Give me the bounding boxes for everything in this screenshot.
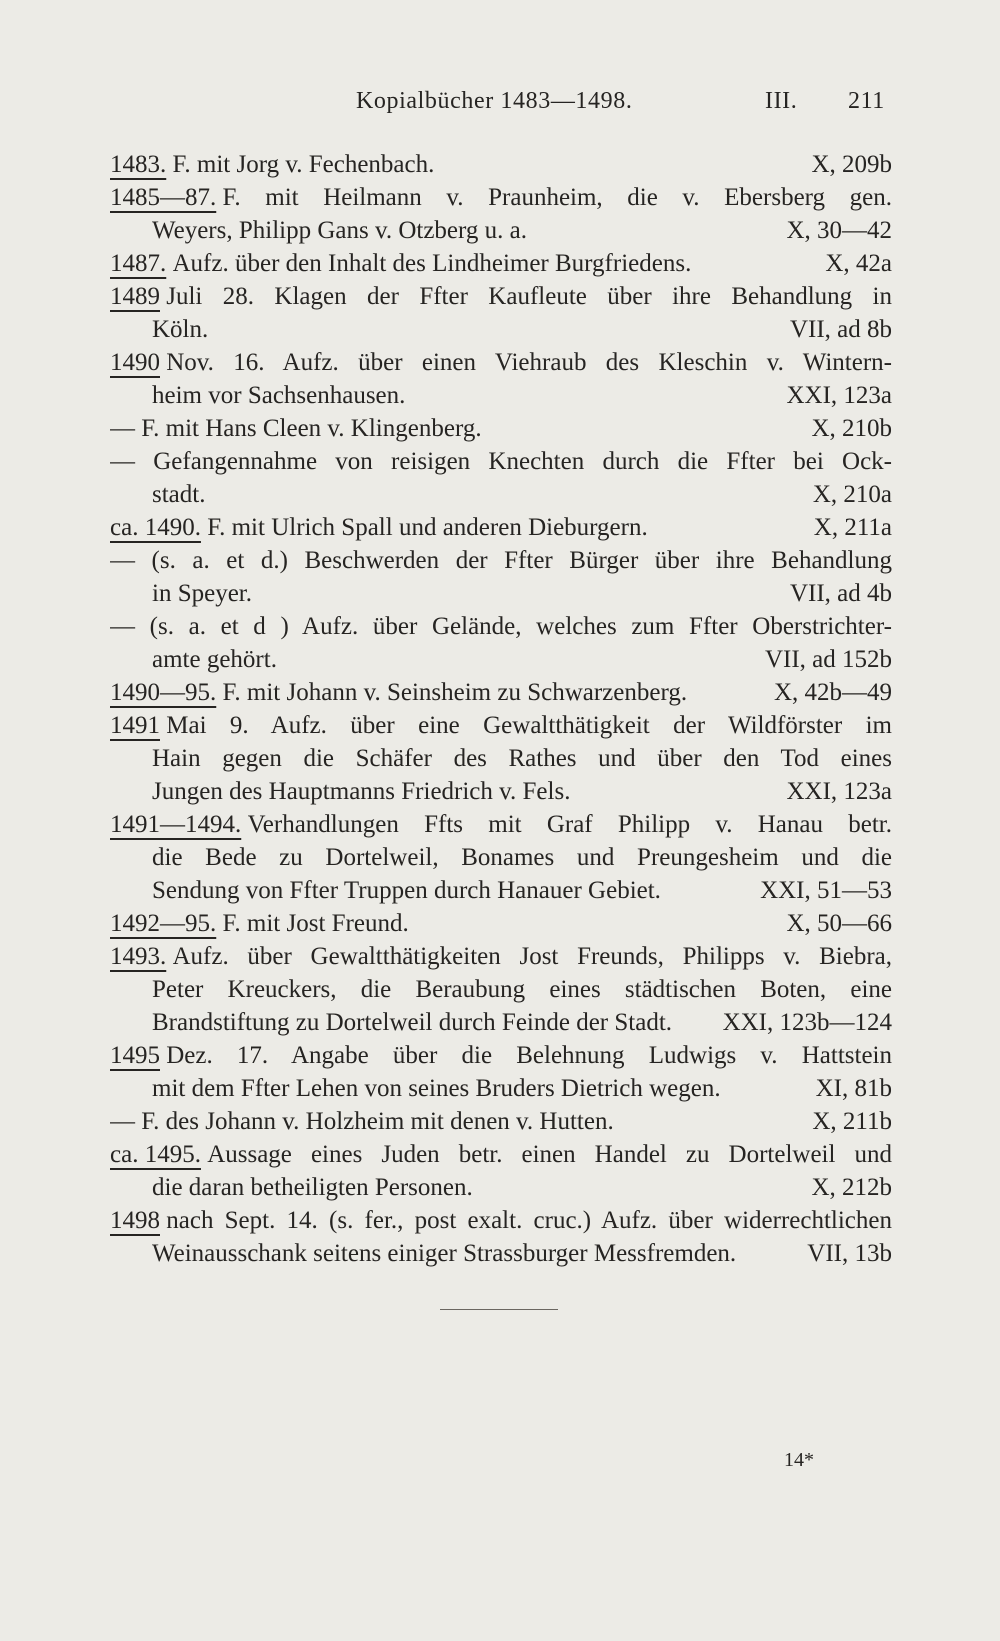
entry-text: Aufz. über Gewaltthätigkeiten Jost Freunds, Philipps v. Biebra, xyxy=(172,943,892,970)
archive-reference: X, 210a xyxy=(812,481,892,508)
entry-text: — (s. a. et d ) Aufz. über Gelände, welches zum Ffter Oberstrichter- xyxy=(110,613,892,640)
archive-reference: X, 42b—49 xyxy=(773,679,892,706)
entry xyxy=(110,808,892,907)
archive-reference: XXI, 123a xyxy=(786,778,892,805)
entry-line xyxy=(110,973,892,1006)
entry-text: Weyers, Philipp Gans v. Otzberg u. a. xyxy=(152,217,527,244)
entry-text: — Gefangennahme von reisigen Knechten durch die Ffter bei Ock- xyxy=(110,448,892,475)
entry-line xyxy=(110,280,892,313)
entry-text: die daran betheiligten Personen. xyxy=(152,1174,473,1201)
entry-text: stadt. xyxy=(152,481,206,508)
entry xyxy=(110,1138,892,1204)
entry-line xyxy=(110,775,892,808)
entry xyxy=(110,445,892,511)
entry-text: — F. mit Hans Cleen v. Klingenberg. xyxy=(110,415,482,442)
entry-line xyxy=(110,709,892,742)
entry-line xyxy=(110,445,892,478)
entry xyxy=(110,181,892,247)
entry-line xyxy=(110,346,892,379)
entry xyxy=(110,280,892,346)
entry xyxy=(110,148,892,181)
archive-reference: VII, 13b xyxy=(807,1240,892,1267)
page-header xyxy=(110,88,890,124)
entry-date: 1498 xyxy=(110,1207,160,1234)
entry-line xyxy=(110,1204,892,1237)
entry-date: 1492—95. xyxy=(110,910,217,937)
entry-line xyxy=(110,1039,892,1072)
section-number: III. xyxy=(765,88,798,114)
entry-text: Verhandlungen Ffts mit Graf Philipp v. Hanau betr. xyxy=(247,811,892,838)
entry-line xyxy=(110,1105,892,1138)
entry xyxy=(110,412,892,445)
entry-line xyxy=(110,742,892,775)
archive-reference: VII, ad 4b xyxy=(789,580,892,607)
archive-reference: XI, 81b xyxy=(815,1075,892,1102)
entry-text: F. mit Jorg v. Fechenbach. xyxy=(172,151,435,178)
archive-reference: X, 212b xyxy=(811,1174,892,1201)
entry-text: Aussage eines Juden betr. einen Handel zu Dortelweil und xyxy=(207,1141,892,1168)
entry-line xyxy=(110,511,892,544)
entry-line xyxy=(110,1237,892,1270)
page-number: 211 xyxy=(848,88,885,114)
footer-rule xyxy=(440,1309,558,1310)
entry xyxy=(110,1204,892,1270)
entry-line xyxy=(110,379,892,412)
entry-line xyxy=(110,1072,892,1105)
entry-date: 1487. xyxy=(110,250,167,277)
entry-line xyxy=(110,181,892,214)
entry xyxy=(110,1039,892,1105)
entry-list xyxy=(110,148,892,1270)
entry-line xyxy=(110,907,892,940)
entry xyxy=(110,346,892,412)
entry-line xyxy=(110,643,892,676)
entry xyxy=(110,907,892,940)
entry-line xyxy=(110,412,892,445)
entry xyxy=(110,1105,892,1138)
entry-line xyxy=(110,577,892,610)
entry-text: Aufz. über den Inhalt des Lindheimer Burgfriedens. xyxy=(172,250,692,277)
entry-text: Mai 9. Aufz. über eine Gewaltthätigkeit der Wildförster im xyxy=(166,712,892,739)
entry-line xyxy=(110,478,892,511)
entry-text: F. mit Jost Freund. xyxy=(222,910,409,937)
archive-reference: XXI, 123b—124 xyxy=(722,1009,892,1036)
entry-line xyxy=(110,841,892,874)
entry-text: Brandstiftung zu Dortelweil durch Feinde der Stadt. xyxy=(152,1009,673,1036)
running-title: Kopialbücher 1483—1498. xyxy=(356,88,633,114)
entry-text: Nov. 16. Aufz. über einen Viehraub des Kleschin v. Wintern- xyxy=(166,349,892,376)
entry-date: 1491—1494. xyxy=(110,811,242,838)
entry-text: die Bede zu Dortelweil, Bonames und Preungesheim und die xyxy=(152,844,892,871)
entry xyxy=(110,610,892,676)
entry-text: Juli 28. Klagen der Ffter Kaufleute über ihre Behandlung in xyxy=(166,283,892,310)
entry-line xyxy=(110,1138,892,1171)
entry-line xyxy=(110,214,892,247)
signature-mark: 14* xyxy=(784,1449,814,1471)
entry xyxy=(110,511,892,544)
entry-line xyxy=(110,1171,892,1204)
archive-reference: X, 42a xyxy=(825,250,892,277)
archive-reference: X, 30—42 xyxy=(786,217,892,244)
archive-reference: VII, ad 8b xyxy=(789,316,892,343)
entry-text: F. mit Ulrich Spall und anderen Dieburgern. xyxy=(207,514,648,541)
entry-line xyxy=(110,940,892,973)
entry-line xyxy=(110,313,892,346)
entry-line xyxy=(110,676,892,709)
entry-line xyxy=(110,247,892,280)
entry-text: Dez. 17. Angabe über die Belehnung Ludwigs v. Hattstein xyxy=(166,1042,892,1069)
entry-date: 1490—95. xyxy=(110,679,217,706)
archive-reference: X, 209b xyxy=(811,151,892,178)
entry-text: Köln. xyxy=(152,316,209,343)
entry xyxy=(110,676,892,709)
entry-text: Hain gegen die Schäfer des Rathes und über den Tod eines xyxy=(152,745,892,772)
entry-line xyxy=(110,148,892,181)
entry-date: 1490 xyxy=(110,349,160,376)
entry-text: in Speyer. xyxy=(152,580,252,607)
entry-text: Jungen des Hauptmanns Friedrich v. Fels. xyxy=(152,778,571,805)
entry-line xyxy=(110,544,892,577)
entry-text: F. mit Johann v. Seinsheim zu Schwarzenberg. xyxy=(222,679,688,706)
entry-text: amte gehört. xyxy=(152,646,277,673)
entry-date: 1495 xyxy=(110,1042,160,1069)
entry-date: 1493. xyxy=(110,943,167,970)
entry-text: F. mit Heilmann v. Praunheim, die v. Ebersberg gen. xyxy=(222,184,892,211)
archive-reference: X, 50—66 xyxy=(786,910,892,937)
entry-text: Sendung von Ffter Truppen durch Hanauer Gebiet. xyxy=(152,877,661,904)
entry-text: — (s. a. et d.) Beschwerden der Ffter Bürger über ihre Behandlung xyxy=(110,547,892,574)
entry-text: heim vor Sachsenhausen. xyxy=(152,382,406,409)
archive-reference: X, 211a xyxy=(813,514,892,541)
entry-line xyxy=(110,874,892,907)
entry-text: nach Sept. 14. (s. fer., post exalt. cruc.) Aufz. über widerrechtlichen xyxy=(166,1207,892,1234)
archive-reference: X, 210b xyxy=(811,415,892,442)
entry-date: 1491 xyxy=(110,712,160,739)
entry-text: Weinausschank seitens einiger Strassburger Messfremden. xyxy=(152,1240,737,1267)
archive-reference: XXI, 51—53 xyxy=(760,877,892,904)
entry xyxy=(110,940,892,1039)
entry-text: mit dem Ffter Lehen von seines Bruders Dietrich wegen. xyxy=(152,1075,721,1102)
archive-reference: X, 211b xyxy=(812,1108,892,1135)
archive-reference: VII, ad 152b xyxy=(764,646,892,673)
entry-text: Peter Kreuckers, die Beraubung eines städtischen Boten, eine xyxy=(152,976,892,1003)
entry-line xyxy=(110,610,892,643)
entry-date: ca. 1490. xyxy=(110,514,201,541)
entry-line xyxy=(110,1006,892,1039)
archive-reference: XXI, 123a xyxy=(786,382,892,409)
entry-date: 1483. xyxy=(110,151,167,178)
entry-line xyxy=(110,808,892,841)
entry-text: — F. des Johann v. Holzheim mit denen v. Hutten. xyxy=(110,1108,614,1135)
entry xyxy=(110,709,892,808)
entry xyxy=(110,544,892,610)
entry xyxy=(110,247,892,280)
entry-date: ca. 1495. xyxy=(110,1141,201,1168)
entry-date: 1489 xyxy=(110,283,160,310)
entry-date: 1485—87. xyxy=(110,184,217,211)
